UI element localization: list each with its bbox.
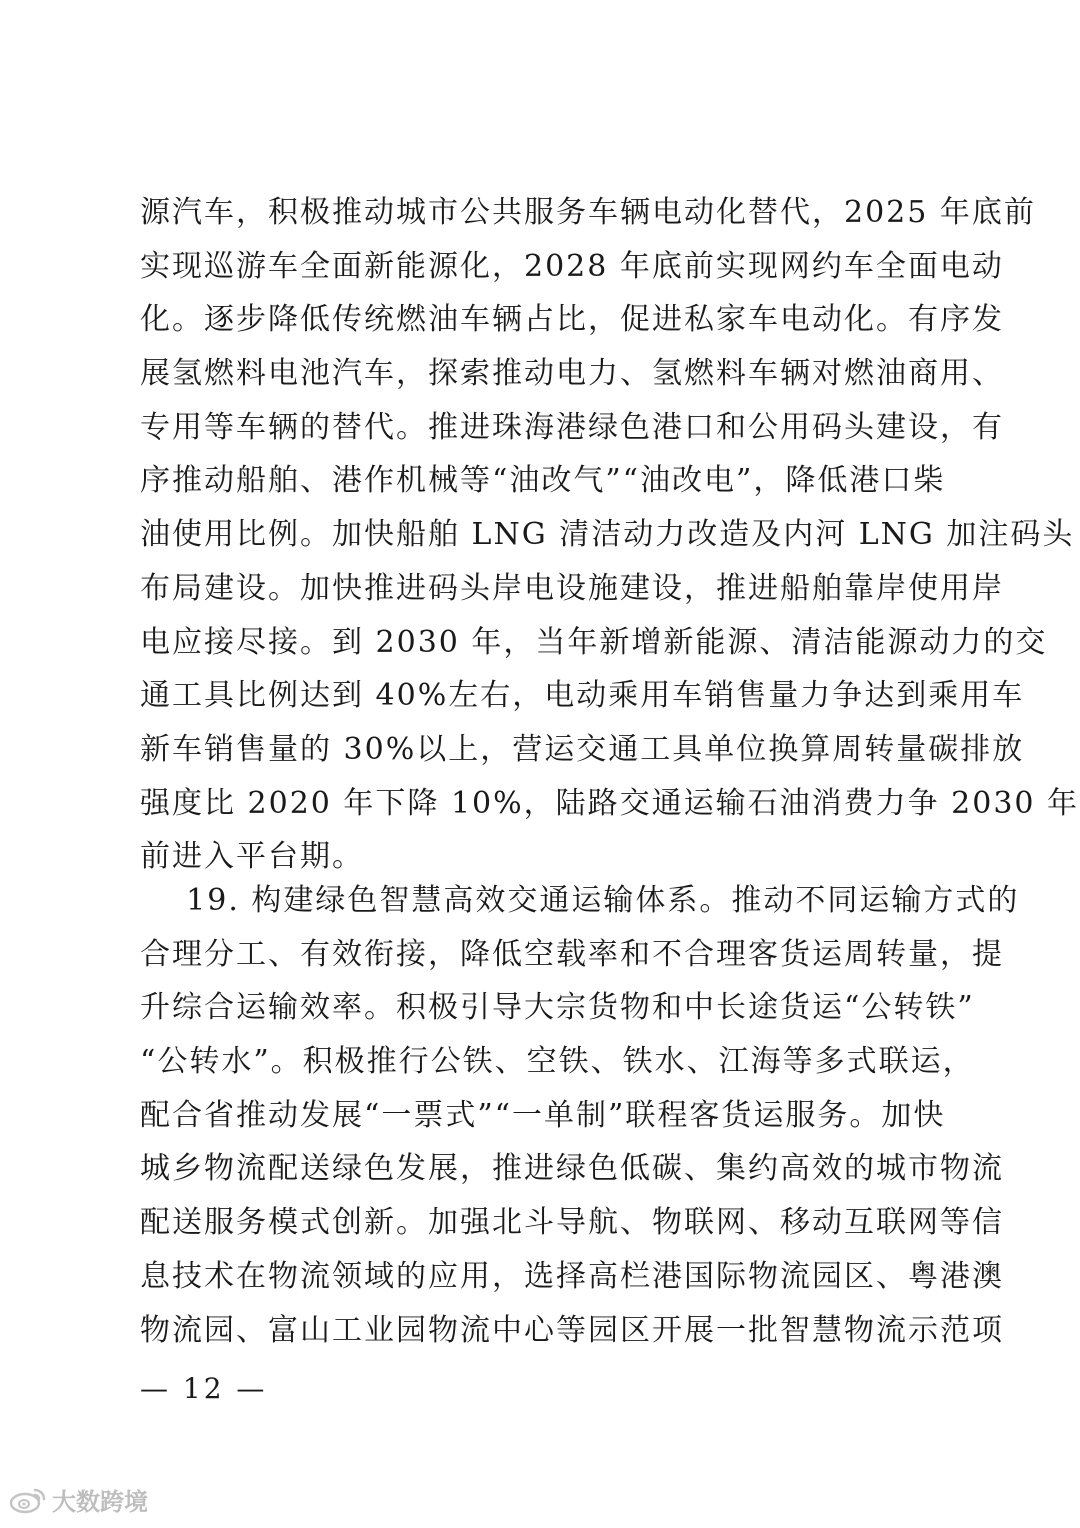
text-line: 物流园、富山工业园物流中心等园区开展一批智慧物流示范项	[140, 1312, 1004, 1348]
text-line: 配送服务模式创新。加强北斗导航、物联网、移动互联网等信	[140, 1205, 1004, 1241]
text-line: 布局建设。加快推进码头岸电设施建设，推进船舶靠岸使用岸	[140, 570, 1004, 606]
text-line: 序推动船舶、港作机械等“油改气”“油改电”，降低港口柴	[140, 463, 946, 499]
watermark	[8, 1482, 148, 1517]
watermark-text: 大数跨境	[52, 1488, 148, 1516]
text-line: 电应接尽接。到 2030 年，当年新增新能源、清洁能源动力的交	[140, 624, 1048, 660]
text-line: 前进入平台期。	[140, 839, 364, 875]
text-line: 化。逐步降低传统燃油车辆占比，促进私家车电动化。有序发	[140, 302, 1004, 338]
text-line: 配合省推动发展“一票式”“一单制”联程客货运服务。加快	[140, 1097, 946, 1133]
text-line: 专用等车辆的替代。推进珠海港绿色港口和公用码头建设，有	[140, 409, 1004, 445]
text-line: 城乡物流配送绿色发展，推进绿色低碳、集约高效的城市物流	[140, 1151, 1004, 1187]
text-line: 息技术在物流领域的应用，选择高栏港国际物流园区、粤港澳	[140, 1258, 1004, 1294]
text-line: “公转水”。积极推行公铁、空铁、铁水、江海等多式联运，	[140, 1044, 975, 1080]
text-line: 合理分工、有效衔接，降低空载率和不合理客货运周转量，提	[140, 936, 1004, 972]
text-line: 实现巡游车全面新能源化，2028 年底前实现网约车全面电动	[140, 248, 1004, 284]
paragraph-section-19	[140, 874, 1020, 1357]
paragraph-continued	[140, 186, 1080, 884]
text-line: 通工具比例达到 40%左右，电动乘用车销售量力争达到乘用车	[140, 678, 1025, 714]
text-line: 展氢燃料电池汽车，探索推动电力、氢燃料车辆对燃油商用、	[140, 356, 1004, 392]
text-line: 19. 构建绿色智慧高效交通运输体系。推动不同运输方式的	[140, 883, 1020, 918]
text-line: 油使用比例。加快船舶 LNG 清洁动力改造及内河 LNG 加注码头	[140, 517, 1075, 553]
weibo-logo-icon	[8, 1485, 48, 1515]
text-line: 升综合运输效率。积极引导大宗货物和中长途货运“公转铁”	[140, 990, 975, 1026]
page-number: — 12 —	[140, 1372, 268, 1405]
text-line: 新车销售量的 30%以上，营运交通工具单位换算周转量碳排放	[140, 731, 1025, 767]
text-line: 强度比 2020 年下降 10%，陆路交通运输石油消费力争 2030 年	[140, 785, 1080, 821]
text-line: 源汽车，积极推动城市公共服务车辆电动化替代，2025 年底前	[140, 195, 1036, 230]
